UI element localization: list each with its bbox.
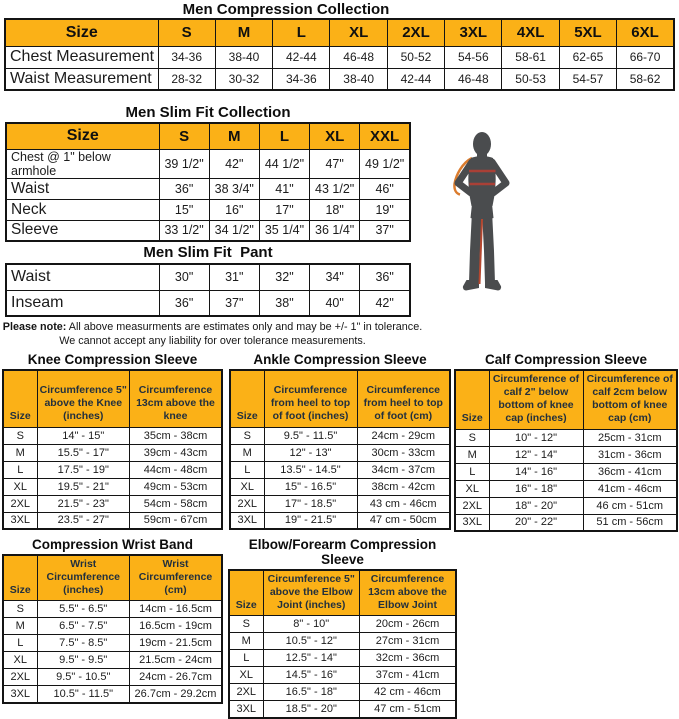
row-label: M	[229, 633, 263, 650]
table-row	[3, 669, 222, 686]
cell-value: 38-40	[330, 68, 387, 90]
men-slim-fit-pant-table	[5, 263, 411, 317]
cell-value: 12.5" - 14"	[263, 650, 360, 667]
row-label: S	[3, 601, 37, 618]
table-row	[230, 478, 450, 495]
cell-value: 34-36	[273, 68, 330, 90]
cell-value: 44 1/2"	[259, 149, 309, 178]
column-header: S	[159, 123, 209, 149]
man-right-foot	[485, 280, 501, 291]
man-body-shape	[468, 132, 495, 220]
cell-value: 47 cm - 51cm	[360, 701, 457, 718]
cell-value: 16.5" - 18"	[263, 684, 360, 701]
elbow-sleeve-table	[228, 569, 457, 719]
table-row	[6, 264, 410, 290]
cell-value: 17"	[259, 199, 309, 220]
row-label: 3XL	[230, 512, 264, 529]
row-label: M	[3, 444, 37, 461]
cell-value: 36"	[360, 264, 410, 290]
column-header: M	[209, 123, 259, 149]
table-row	[229, 701, 456, 718]
cell-value: 10" - 12"	[489, 429, 583, 446]
cell-value: 5.5" - 6.5"	[37, 601, 130, 618]
table-row	[230, 461, 450, 478]
note-label: Please note:	[2, 321, 67, 333]
column-header: Size	[3, 555, 37, 601]
row-label: L	[3, 635, 37, 652]
cell-value: 19cm - 21.5cm	[130, 635, 223, 652]
cell-value: 47 cm - 50cm	[357, 512, 450, 529]
row-label: L	[3, 461, 37, 478]
table-row	[229, 633, 456, 650]
cell-value: 13.5" - 14.5"	[264, 461, 357, 478]
cell-value: 34"	[310, 264, 360, 290]
row-label: Inseam	[6, 290, 159, 316]
cell-value: 36cm - 41cm	[583, 463, 677, 480]
cell-value: 40"	[310, 290, 360, 316]
row-label: Chest Measurement	[5, 46, 158, 68]
column-header: Wrist Circumference (inches)	[37, 555, 130, 601]
cell-value: 50-52	[387, 46, 444, 68]
cell-value: 6.5" - 7.5"	[37, 618, 130, 635]
cell-value: 8" - 10"	[263, 616, 360, 633]
cell-value: 14cm - 16.5cm	[130, 601, 223, 618]
cell-value: 19"	[360, 199, 410, 220]
column-header: Size	[230, 370, 264, 427]
cell-value: 49cm - 53cm	[130, 478, 223, 495]
column-header: 2XL	[387, 19, 444, 46]
table-row	[3, 444, 222, 461]
calf-sleeve-table	[454, 369, 678, 532]
cell-value: 54-57	[559, 68, 616, 90]
cell-value: 41cm - 46cm	[583, 480, 677, 497]
row-label: 2XL	[3, 669, 37, 686]
column-header: 6XL	[617, 19, 674, 46]
calf-sleeve-block	[454, 352, 678, 532]
cell-value: 35 1/4"	[259, 220, 309, 241]
cell-value: 30"	[159, 264, 209, 290]
elbow-sleeve-block	[228, 537, 457, 719]
table-row	[3, 635, 222, 652]
cell-value: 21.5cm - 24cm	[130, 652, 223, 669]
cell-value: 7.5" - 8.5"	[37, 635, 130, 652]
table-row	[3, 427, 222, 444]
cell-value: 59cm - 67cm	[130, 512, 223, 529]
row-label: Waist	[6, 264, 159, 290]
table-row	[3, 686, 222, 703]
cell-value: 38 3/4"	[209, 178, 259, 199]
cell-value: 66-70	[617, 46, 674, 68]
men-compression-title: Men Compression Collection	[182, 1, 390, 18]
cell-value: 24cm - 26.7cm	[130, 669, 223, 686]
row-label: Waist	[6, 178, 159, 199]
cell-value: 15" - 16.5"	[264, 478, 357, 495]
cell-value: 62-65	[559, 46, 616, 68]
wrist-band-table	[2, 554, 223, 704]
row-label: XL	[229, 667, 263, 684]
cell-value: 26.7cm - 29.2cm	[130, 686, 223, 703]
column-header: Circumference from heel to top of foot (cm)	[357, 370, 450, 427]
row-label: 3XL	[229, 701, 263, 718]
row-label: 2XL	[230, 495, 264, 512]
cell-value: 27cm - 31cm	[360, 633, 457, 650]
row-label: S	[455, 429, 489, 446]
knee-sleeve-title: Knee Compression Sleeve	[27, 352, 198, 367]
column-header: Circumference of calf 2cm below bottom of knee cap (cm)	[583, 370, 677, 429]
column-header: Circumference 5" above the Knee (inches)	[37, 370, 130, 427]
row-label: XL	[455, 480, 489, 497]
table-row	[3, 478, 222, 495]
row-label: 2XL	[3, 495, 37, 512]
row-label: XL	[230, 478, 264, 495]
cell-value: 15.5" - 17"	[37, 444, 130, 461]
cell-value: 25cm - 31cm	[583, 429, 677, 446]
column-header: 4XL	[502, 19, 559, 46]
table-row	[3, 461, 222, 478]
tolerance-note	[0, 320, 425, 349]
cell-value: 39 1/2"	[159, 149, 209, 178]
table-row	[229, 684, 456, 701]
cell-value: 37"	[360, 220, 410, 241]
header-row	[229, 570, 456, 616]
row-label: 3XL	[3, 512, 37, 529]
cell-value: 41"	[259, 178, 309, 199]
table-row	[6, 199, 410, 220]
column-header: Circumference 13cm above the knee	[130, 370, 223, 427]
table-row	[6, 220, 410, 241]
cell-value: 10.5" - 12"	[263, 633, 360, 650]
row-label: M	[3, 618, 37, 635]
cell-value: 49 1/2"	[360, 149, 410, 178]
table-row	[455, 463, 677, 480]
cell-value: 47"	[310, 149, 360, 178]
note-line2: We cannot accept any liability for over tolerance measurements.	[59, 335, 366, 348]
cell-value: 42"	[360, 290, 410, 316]
row-label: 3XL	[455, 514, 489, 531]
men-compression-table	[4, 18, 675, 91]
cell-value: 50-53	[502, 68, 559, 90]
cell-value: 42"	[209, 149, 259, 178]
row-label: M	[230, 444, 264, 461]
header-row	[5, 19, 674, 46]
table-row	[455, 446, 677, 463]
table-row	[230, 495, 450, 512]
header-row	[230, 370, 450, 427]
ankle-sleeve-table	[229, 369, 451, 530]
cell-value: 30cm - 33cm	[357, 444, 450, 461]
cell-value: 32"	[259, 264, 309, 290]
cell-value: 14" - 15"	[37, 427, 130, 444]
cell-value: 24cm - 29cm	[357, 427, 450, 444]
ankle-sleeve-block	[229, 352, 451, 530]
cell-value: 30-32	[215, 68, 272, 90]
column-header: XL	[310, 123, 360, 149]
table-row	[5, 68, 674, 90]
table-row	[5, 46, 674, 68]
cell-value: 16" - 18"	[489, 480, 583, 497]
cell-value: 28-32	[158, 68, 215, 90]
table-row	[3, 652, 222, 669]
man-left-leg	[474, 211, 477, 283]
cell-value: 36 1/4"	[310, 220, 360, 241]
cell-value: 42-44	[387, 68, 444, 90]
cell-value: 17.5" - 19"	[37, 461, 130, 478]
cell-value: 58-61	[502, 46, 559, 68]
cell-value: 15"	[159, 199, 209, 220]
table-row	[229, 667, 456, 684]
elbow-sleeve-title: Elbow/Forearm Compression Sleeve	[248, 537, 437, 567]
cell-value: 58-62	[617, 68, 674, 90]
column-header: XXL	[360, 123, 410, 149]
column-header: Size	[3, 370, 37, 427]
table-row	[6, 149, 410, 178]
cell-value: 38-40	[215, 46, 272, 68]
table-row	[230, 427, 450, 444]
cell-value: 35cm - 38cm	[130, 427, 223, 444]
wrist-band-title: Compression Wrist Band	[31, 537, 194, 552]
column-header: Circumference 13cm above the Elbow Joint	[360, 570, 457, 616]
cell-value: 31cm - 36cm	[583, 446, 677, 463]
wrist-band-block	[2, 537, 223, 704]
cell-value: 17" - 18.5"	[264, 495, 357, 512]
column-header: 3XL	[445, 19, 502, 46]
cell-value: 36"	[159, 290, 209, 316]
cell-value: 31"	[209, 264, 259, 290]
cell-value: 43 cm - 46cm	[357, 495, 450, 512]
row-label: Sleeve	[6, 220, 159, 241]
table-row	[229, 616, 456, 633]
table-row	[6, 290, 410, 316]
table-row	[455, 429, 677, 446]
column-header: Size	[229, 570, 263, 616]
knee-sleeve-block	[2, 352, 223, 530]
cell-value: 54-56	[445, 46, 502, 68]
table-row	[3, 601, 222, 618]
men-slim-fit-pant-title: Men Slim Fit Pant	[143, 244, 273, 261]
cell-value: 42 cm - 46cm	[360, 684, 457, 701]
men-slim-fit-title: Men Slim Fit Collection	[125, 104, 291, 121]
header-row	[6, 123, 410, 149]
row-label: L	[229, 650, 263, 667]
cell-value: 36"	[159, 178, 209, 199]
row-label: M	[455, 446, 489, 463]
cell-value: 21.5" - 23"	[37, 495, 130, 512]
cell-value: 9.5" - 11.5"	[264, 427, 357, 444]
header-row	[3, 370, 222, 427]
table-row	[3, 512, 222, 529]
table-row	[6, 178, 410, 199]
column-header: Wrist Circumference (cm)	[130, 555, 223, 601]
cell-value: 9.5" - 9.5"	[37, 652, 130, 669]
row-label: S	[230, 427, 264, 444]
table-row	[230, 444, 450, 461]
cell-value: 44cm - 48cm	[130, 461, 223, 478]
man-right-leg	[487, 211, 490, 283]
table-row	[3, 495, 222, 512]
table-row	[229, 650, 456, 667]
knee-sleeve-table	[2, 369, 223, 530]
cell-value: 46-48	[445, 68, 502, 90]
man-left-foot	[463, 280, 479, 291]
cell-value: 38"	[259, 290, 309, 316]
cell-value: 12" - 14"	[489, 446, 583, 463]
column-header: L	[259, 123, 309, 149]
cell-value: 20" - 22"	[489, 514, 583, 531]
row-label: XL	[3, 652, 37, 669]
row-label: L	[455, 463, 489, 480]
header-row	[455, 370, 677, 429]
cell-value: 9.5" - 10.5"	[37, 669, 130, 686]
cell-value: 33 1/2"	[159, 220, 209, 241]
cell-value: 34 1/2"	[209, 220, 259, 241]
cell-value: 14" - 16"	[489, 463, 583, 480]
cell-value: 16.5cm - 19cm	[130, 618, 223, 635]
cell-value: 14.5" - 16"	[263, 667, 360, 684]
cell-value: 34cm - 37cm	[357, 461, 450, 478]
cell-value: 46"	[360, 178, 410, 199]
column-header: XL	[330, 19, 387, 46]
row-label: Chest @ 1" below armhole	[6, 149, 159, 178]
calf-sleeve-title: Calf Compression Sleeve	[484, 352, 648, 367]
table-row	[455, 514, 677, 531]
cell-value: 37"	[209, 290, 259, 316]
table-row	[3, 618, 222, 635]
row-label: L	[230, 461, 264, 478]
cell-value: 37cm - 41cm	[360, 667, 457, 684]
cell-value: 38cm - 42cm	[357, 478, 450, 495]
column-header: L	[273, 19, 330, 46]
cell-value: 10.5" - 11.5"	[37, 686, 130, 703]
cell-value: 54cm - 58cm	[130, 495, 223, 512]
table-row	[455, 497, 677, 514]
cell-value: 39cm - 43cm	[130, 444, 223, 461]
column-header: Circumference from heel to top of foot (inches)	[264, 370, 357, 427]
note-line1: All above measurments are estimates only and may be +/- 1" in tolerance.	[66, 321, 423, 333]
column-header: Size	[5, 19, 158, 46]
row-label: Neck	[6, 199, 159, 220]
cell-value: 20cm - 26cm	[360, 616, 457, 633]
men-slim-fit-table	[5, 122, 411, 242]
table-row	[455, 480, 677, 497]
table-row	[230, 512, 450, 529]
column-header: S	[158, 19, 215, 46]
column-header: Circumference of calf 2" below bottom of knee cap (inches)	[489, 370, 583, 429]
cell-value: 19" - 21.5"	[264, 512, 357, 529]
cell-value: 42-44	[273, 46, 330, 68]
column-header: M	[215, 19, 272, 46]
row-label: XL	[3, 478, 37, 495]
header-row	[3, 555, 222, 601]
column-header: Size	[455, 370, 489, 429]
cell-value: 18"	[310, 199, 360, 220]
ankle-sleeve-title: Ankle Compression Sleeve	[253, 352, 427, 367]
cell-value: 23.5" - 27"	[37, 512, 130, 529]
column-header: 5XL	[559, 19, 616, 46]
row-label: 2XL	[455, 497, 489, 514]
column-header: Size	[6, 123, 159, 149]
man-silhouette-figure	[444, 131, 522, 313]
cell-value: 18.5" - 20"	[263, 701, 360, 718]
cell-value: 18" - 20"	[489, 497, 583, 514]
cell-value: 46 cm - 51cm	[583, 497, 677, 514]
column-header: Circumference 5" above the Elbow Joint (inches)	[263, 570, 360, 616]
row-label: Waist Measurement	[5, 68, 158, 90]
row-label: S	[3, 427, 37, 444]
cell-value: 43 1/2"	[310, 178, 360, 199]
cell-value: 19.5" - 21"	[37, 478, 130, 495]
row-label: S	[229, 616, 263, 633]
cell-value: 12" - 13"	[264, 444, 357, 461]
cell-value: 46-48	[330, 46, 387, 68]
row-label: 2XL	[229, 684, 263, 701]
cell-value: 16"	[209, 199, 259, 220]
cell-value: 34-36	[158, 46, 215, 68]
row-label: 3XL	[3, 686, 37, 703]
cell-value: 32cm - 36cm	[360, 650, 457, 667]
cell-value: 51 cm - 56cm	[583, 514, 677, 531]
